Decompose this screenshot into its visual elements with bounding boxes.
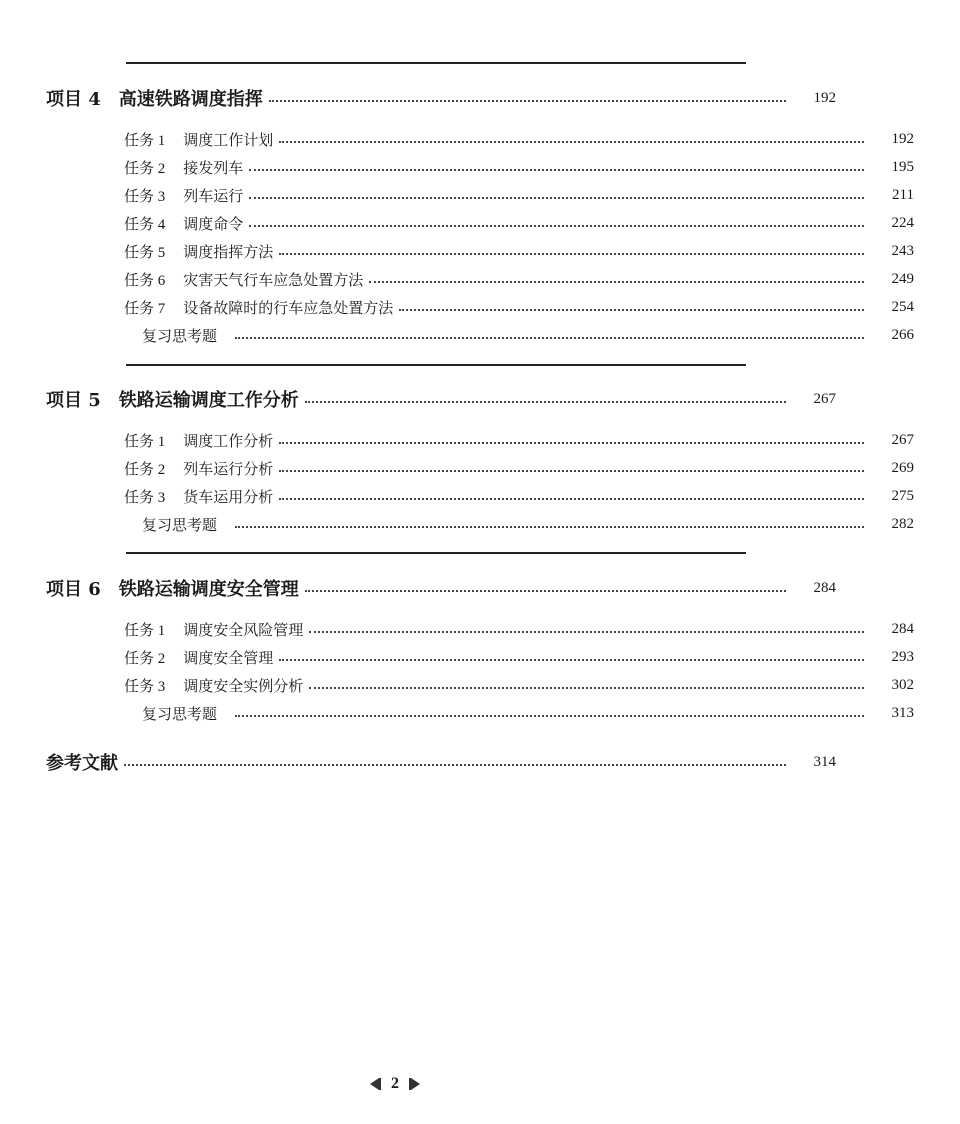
- dot-leader: [279, 141, 864, 143]
- page-number: 192: [813, 89, 836, 106]
- dot-leader: [279, 253, 864, 255]
- task-title: 调度安全实例分析: [183, 676, 304, 695]
- review-title: 复习思考题: [142, 704, 218, 723]
- task-number: 任务 1: [124, 433, 166, 450]
- references-title: 参考文献: [46, 753, 118, 774]
- dot-leader: [124, 764, 786, 766]
- page-number: 249: [891, 270, 914, 287]
- toc-project-entry[interactable]: [0, 575, 882, 601]
- review-title: 复习思考题: [142, 326, 218, 345]
- page-number: 313: [891, 704, 914, 721]
- toc-task-entry[interactable]: [0, 210, 960, 236]
- toc-task-entry[interactable]: [0, 616, 960, 642]
- task-number: 任务 7: [124, 300, 166, 317]
- dot-leader: [369, 281, 864, 283]
- task-title: 调度工作计划: [183, 130, 274, 149]
- task-title: 列车运行分析: [183, 459, 274, 478]
- task-title: 灾害天气行车应急处置方法: [183, 270, 364, 289]
- task-title: 调度安全管理: [183, 648, 274, 667]
- toc-task-entry[interactable]: [0, 483, 960, 509]
- toc-task-entry[interactable]: [0, 294, 960, 320]
- page-number: 266: [891, 326, 914, 343]
- page-number: 269: [891, 459, 914, 476]
- dot-leader: [279, 470, 864, 472]
- task-number: 任务 2: [124, 160, 166, 177]
- page-number: 314: [813, 753, 836, 770]
- page-number: 282: [891, 515, 914, 532]
- toc-task-entry[interactable]: [0, 266, 960, 292]
- task-title: 调度指挥方法: [183, 242, 274, 261]
- dot-leader: [309, 631, 864, 633]
- dot-leader: [305, 590, 786, 592]
- dot-leader: [235, 526, 864, 528]
- task-number: 任务 1: [124, 622, 166, 639]
- page-number: 211: [892, 186, 914, 203]
- project-title: 铁路运输调度安全管理: [118, 579, 299, 600]
- task-title: 调度命令: [183, 214, 244, 233]
- page-number: 284: [813, 579, 836, 596]
- page-number: 267: [891, 431, 914, 448]
- dot-leader: [399, 309, 864, 311]
- task-number: 任务 2: [124, 461, 166, 478]
- page-number: 284: [891, 620, 914, 637]
- task-number: 任务 3: [124, 489, 166, 506]
- page-number: 224: [891, 214, 914, 231]
- dot-leader: [279, 659, 864, 661]
- task-title: 调度安全风险管理: [183, 620, 304, 639]
- page-number: 275: [891, 487, 914, 504]
- dot-leader: [249, 197, 864, 199]
- task-title: 设备故障时的行车应急处置方法: [183, 298, 394, 317]
- toc-task-entry[interactable]: [0, 182, 960, 208]
- page-number: 243: [891, 242, 914, 259]
- toc-task-entry[interactable]: [0, 238, 960, 264]
- review-title: 复习思考题: [142, 515, 218, 534]
- dot-leader: [249, 225, 864, 227]
- task-title: 调度工作分析: [183, 431, 274, 450]
- toc-task-entry[interactable]: [0, 644, 960, 670]
- page-number: 267: [813, 390, 836, 407]
- project-number: 项目 5: [46, 390, 101, 411]
- dot-leader: [279, 498, 864, 500]
- dot-leader: [235, 337, 864, 339]
- page-number: 192: [891, 130, 914, 147]
- task-number: 任务 4: [124, 216, 166, 233]
- project-title: 铁路运输调度工作分析: [118, 390, 299, 411]
- footer-page-number: 2: [391, 1075, 399, 1092]
- triangle-right-icon[interactable]: [407, 1076, 423, 1092]
- project-title: 高速铁路调度指挥: [118, 89, 263, 110]
- section-divider: [126, 62, 746, 64]
- task-number: 任务 3: [124, 678, 166, 695]
- task-title: 列车运行: [183, 186, 244, 205]
- dot-leader: [249, 169, 864, 171]
- toc-project-entry[interactable]: [0, 85, 882, 111]
- page-footer: [360, 1072, 430, 1096]
- task-number: 任务 2: [124, 650, 166, 667]
- toc-review-entry[interactable]: [0, 322, 960, 348]
- triangle-left-icon[interactable]: [367, 1076, 383, 1092]
- page-number: 302: [891, 676, 914, 693]
- dot-leader: [309, 687, 864, 689]
- toc-task-entry[interactable]: [0, 427, 960, 453]
- page-number: 195: [891, 158, 914, 175]
- task-number: 任务 6: [124, 272, 166, 289]
- toc-review-entry[interactable]: [0, 511, 960, 537]
- task-number: 任务 1: [124, 132, 166, 149]
- task-title: 接发列车: [183, 158, 244, 177]
- dot-leader: [305, 401, 786, 403]
- toc-references-entry[interactable]: [0, 749, 882, 775]
- toc-task-entry[interactable]: [0, 126, 960, 152]
- toc-task-entry[interactable]: [0, 154, 960, 180]
- page-number: 254: [891, 298, 914, 315]
- toc-task-entry[interactable]: [0, 672, 960, 698]
- dot-leader: [269, 100, 786, 102]
- task-number: 任务 3: [124, 188, 166, 205]
- section-divider: [126, 552, 746, 554]
- dot-leader: [235, 715, 864, 717]
- page-number: 293: [891, 648, 914, 665]
- project-number: 项目 6: [46, 579, 101, 600]
- toc-task-entry[interactable]: [0, 455, 960, 481]
- task-title: 货车运用分析: [183, 487, 274, 506]
- task-number: 任务 5: [124, 244, 166, 261]
- dot-leader: [279, 442, 864, 444]
- section-divider: [126, 364, 746, 366]
- project-number: 项目 4: [46, 89, 101, 110]
- toc-project-entry[interactable]: [0, 386, 882, 412]
- toc-review-entry[interactable]: [0, 700, 960, 726]
